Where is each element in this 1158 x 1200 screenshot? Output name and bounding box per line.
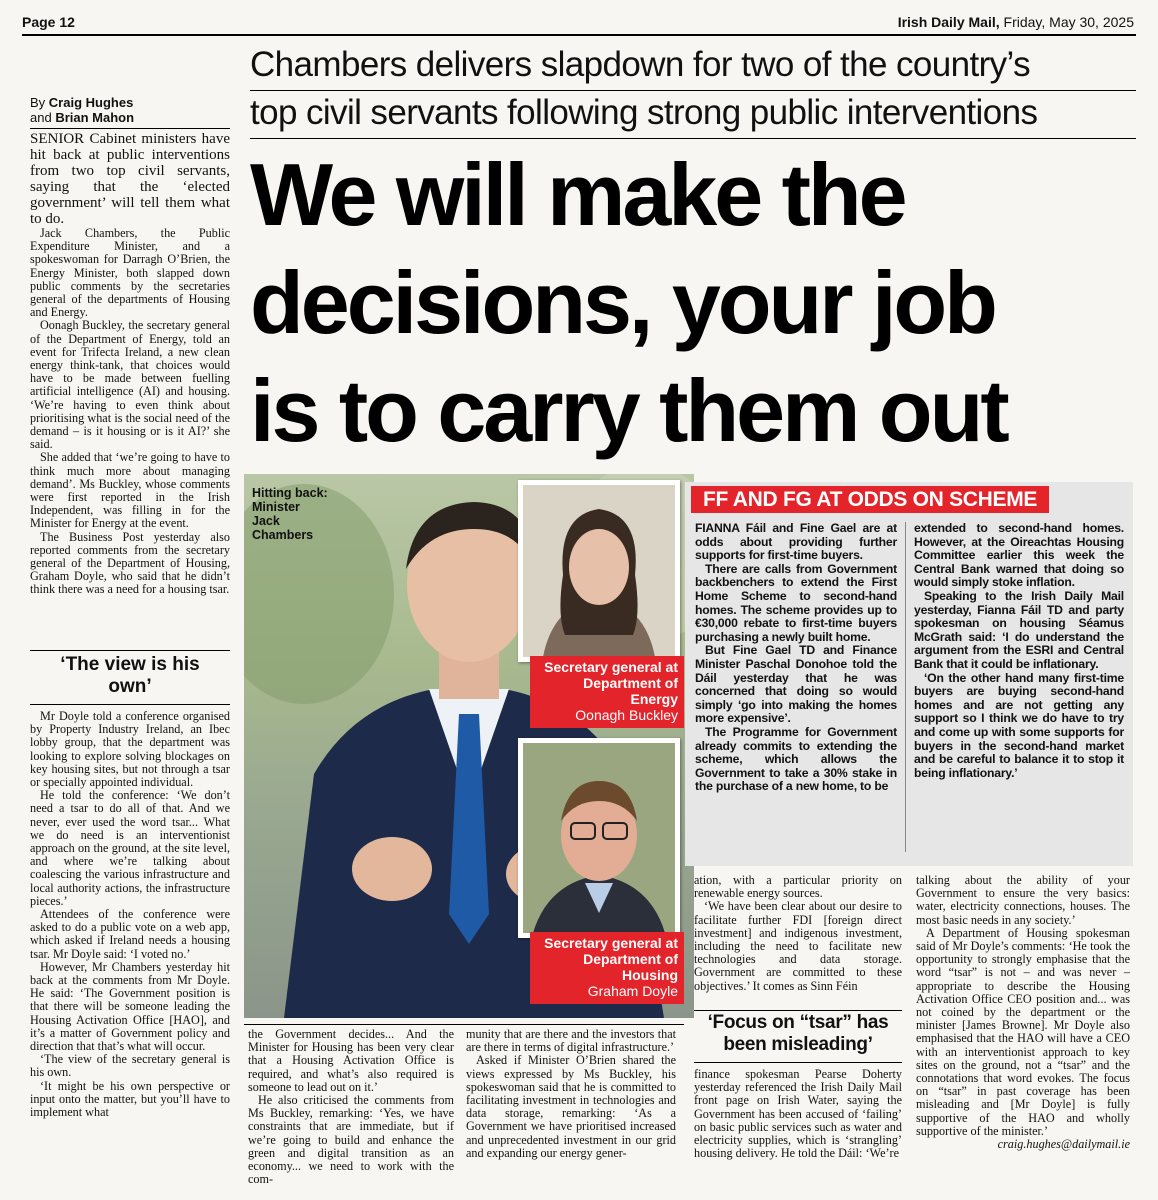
strapline-rule [250, 90, 1136, 91]
body-paragraph: A Department of Housing spokesman said of Mr Doyle’s comments: ‘He took the opportunity to strongly emphasise that the word “tsar” is not – and was never – appropriate to describe the Housing Activation Office CEO position and... was not coined by the department or the minister [James Browne]. Mr Doyle also emphasised that the HAO will have a CEO with an interventionist approach to key sites on the ground, not a “tsar” and the connotations that word evokes. The focus on “tsar” in past coverage has been misleading and [Mr Doyle] is fully supportive of the HAO and wholly supportive of the minister.’ [916, 925, 1130, 1138]
byline [30, 95, 230, 125]
sidebar-paragraph: The Programme for Government already commits to extending the scheme, which allows the Government to take a 30% stake in the purchase of a new home, to be [695, 724, 897, 794]
strapline-rule-2 [250, 138, 1136, 139]
left-column-text-2 [30, 710, 230, 1119]
bottom-column-d [916, 874, 1130, 1151]
bottom-column-c [694, 874, 902, 993]
buckley-photo [518, 480, 680, 662]
crosshead2-rule-bottom [694, 1062, 902, 1063]
author-email[interactable]: craig.hughes@dailymail.ie [997, 1137, 1130, 1152]
headline-line-2: decisions, your job [250, 253, 995, 352]
doyle-caption-name: Graham Doyle [587, 983, 678, 999]
byline-by: By [30, 95, 49, 110]
sidebar-column-rule [905, 522, 906, 852]
sidebar-paragraph: But Fine Gael TD and Finance Minister Paschal Donohoe told the Dáil yesterday that he was concerned that doing so would simply ‘go into making the homes more expensive’. [695, 643, 897, 726]
sidebar-paragraph: Speaking to the Irish Daily Mail yesterday, Fianna Fáil TD and party spokesman on housing Séamus McGrath said: ‘I do understand the argument from the ESRI and Central Bank that it could be inflationary. [914, 588, 1124, 671]
woman-portrait-illustration [523, 485, 675, 657]
byline-author-1: Craig Hughes [48, 95, 134, 110]
doyle-caption-title: Secretary general at Department of Housing [544, 935, 678, 983]
crosshead-view-is-his-own: ‘The view is his own’ [60, 654, 200, 697]
sidebar-title: FF AND FG AT ODDS ON SCHEME [691, 486, 1049, 513]
buckley-caption-title: Secretary general at Department of Energy [544, 659, 678, 707]
lead-paragraph: SENIOR Cabinet ministers have hit back at public interventions from two top civil servants, saying that the ‘elected government’ will tell them what to do. [30, 131, 230, 227]
sidebar-column-2 [914, 522, 1124, 780]
crosshead2-rule-top [694, 1010, 902, 1011]
headline-line-3: is to carry them out [250, 361, 1007, 460]
body-paragraph: She added that ‘we’re going to have to think much more about managing demand’. Ms Buckley, whose comments were first reported in the Irish Independent, was filling in for the Minister for Energy at the event. [30, 450, 230, 531]
sidebar-paragraph: ‘On the other hand many first-time buyers are buying second-hand homes and are not getting any support so I think we do have to try and come up with some supports for buyers in the second-hand market and be careful to balance it to stop it being inflationary.’ [914, 670, 1124, 780]
buckley-caption-name: Oonagh Buckley [575, 707, 678, 723]
bottom-column-a [248, 1028, 454, 1186]
body-paragraph: ‘The view of the secretary general is his own. [30, 1052, 230, 1080]
body-paragraph: ation, with a particular priority on renewable energy sources. [694, 873, 902, 901]
strapline-line-2: top civil servants following strong public interventions [250, 93, 1038, 132]
byline-and: and [30, 110, 56, 125]
body-paragraph: ‘It might be his own perspective or input onto the matter, but you’ll have to implement what [30, 1078, 230, 1120]
body-paragraph: talking about the ability of your Government to ensure the very basics: water, electricity connections, houses. The most basic needs in any society.’ [916, 873, 1130, 927]
left-column-text [30, 131, 230, 597]
main-photo-caption: Hitting back: Minister Jack Chambers [252, 486, 328, 542]
man-with-glasses-illustration [523, 743, 675, 933]
body-paragraph: He told the conference: ‘We don’t need a tsar to do all of that. And we never, ever used the word tsar... What we do need is an interventionist approach on the ground, at the site level, and where we’re talking about coalescing the various infrastructure and local authority actions, the infrastructure pieces.’ [30, 788, 230, 908]
strapline-line-1: Chambers delivers slapdown for two of the country’s [250, 45, 1030, 84]
crosshead-rule-bottom [30, 704, 230, 705]
doyle-caption [530, 932, 684, 1004]
body-paragraph: Oonagh Buckley, the secretary general of the Department of Energy, told an event for Trifecta Ireland, a new clean energy think-tank, that choices would have to be made between fuelling artificial intelligence (AI) and housing. ‘We’re having to even think about prioritising what is the social need of the demand – is it housing or is it AI?’ she said. [30, 318, 230, 452]
paper-dateline [898, 14, 1134, 30]
body-paragraph: ‘We have been clear about our desire to facilitate further FDI [foreign direct investment] and indigenous investment, including the need to facilitate new technologies and data storage. Government are committed to these objectives.’ It comes as Sinn Féin [694, 899, 902, 993]
byline-author-2: Brian Mahon [55, 110, 135, 125]
sidebar-paragraph: extended to second-hand homes. However, at the Oireachtas Housing Committee earlier this week the Central Bank warned that doing so would simply stoke inflation. [914, 521, 1124, 590]
bottom-column-b [466, 1028, 676, 1160]
body-paragraph: Jack Chambers, the Public Expenditure Minister, and a spokeswoman for Darragh O’Brien, the Energy Minister, both slapped down public comments by the secretaries general of the departments of Housing and Energy. [30, 226, 230, 320]
header-rule [22, 34, 1136, 36]
body-paragraph: The Business Post yesterday also reported comments from the secretary general of the Department of Housing, Graham Doyle, who said that he didn’t think there was a need for a housing tsar. [30, 529, 230, 597]
crosshead-rule-top [30, 650, 230, 651]
sidebar-paragraph: There are calls from Government backbenchers to extend the First Home Scheme to second-hand homes. The scheme provides up to €30,000 rebate to first-time buyers purchasing a newly built home. [695, 561, 897, 644]
buckley-caption [530, 656, 684, 728]
body-paragraph: Attendees of the conference were asked to do a public vote on a web app, which asked if Ireland needs a housing tsar. Mr Doyle said: ‘I voted no.’ [30, 907, 230, 961]
crosshead-focus-on-tsar: ‘Focus on “tsar” has been misleading’ [707, 1012, 889, 1055]
bottom-rule [244, 1024, 684, 1025]
paper-name: Irish Daily Mail, [897, 14, 1000, 30]
body-paragraph: the Government decides... And the Minister for Housing has been very clear that a Housing Activation Office is required, and what’s also required is someone to lead out on it.’ [248, 1027, 454, 1094]
sidebar-box [685, 482, 1133, 866]
bottom-column-c-2 [694, 1068, 902, 1160]
body-paragraph: However, Mr Chambers yesterday hit back at the comments from Mr Doyle. He said: ‘The Government position is that there will be someone leading the Housing Activation Office [HAO], and it’s a matter of Government policy and direction that that’s what will occur. [30, 959, 230, 1054]
dateline-date: Friday, May 30, 2025 [999, 14, 1134, 30]
sidebar-paragraph: FIANNA Fáil and Fine Gael are at odds about providing further supports for first-time buyers. [695, 521, 897, 563]
headline-line-1: We will make the [250, 145, 905, 244]
body-paragraph: finance spokesman Pearse Doherty yesterday referenced the Irish Daily Mail front page on Irish Water, saying the Government has been accused of ‘failing’ on basic public services such as water and electricity supplies, which is ‘strangling’ housing delivery. He told the Dáil: ‘We’re [694, 1067, 902, 1161]
byline-rule [30, 128, 230, 129]
doyle-photo [518, 738, 680, 938]
body-paragraph: Mr Doyle told a conference organised by Property Industry Ireland, an Ibec lobby group, that the department was looking to explore solving blockages on key housing sites, but not through a tsar or specially appointed individual. [30, 709, 230, 790]
body-paragraph: He also criticised the comments from Ms Buckley, remarking: ‘Yes, we have constraints that are immediate, but if we’re going to build and enhance the green and digital transition as an economy... we need to work with the com- [248, 1093, 454, 1187]
body-paragraph: munity that are there and the investors that are there in terms of digital infrastructure.’ [466, 1027, 676, 1055]
sidebar-column-1 [695, 522, 897, 794]
body-paragraph: Asked if Minister O’Brien shared the views expressed by Ms Buckley, his spokeswoman said that he is committed to facilitating investment in technologies and data storage, remarking: ‘As a Government we have prioritised increased and unprecedented investment in our grid and expanding our energy gener- [466, 1053, 676, 1160]
page-number: Page 12 [22, 14, 75, 30]
